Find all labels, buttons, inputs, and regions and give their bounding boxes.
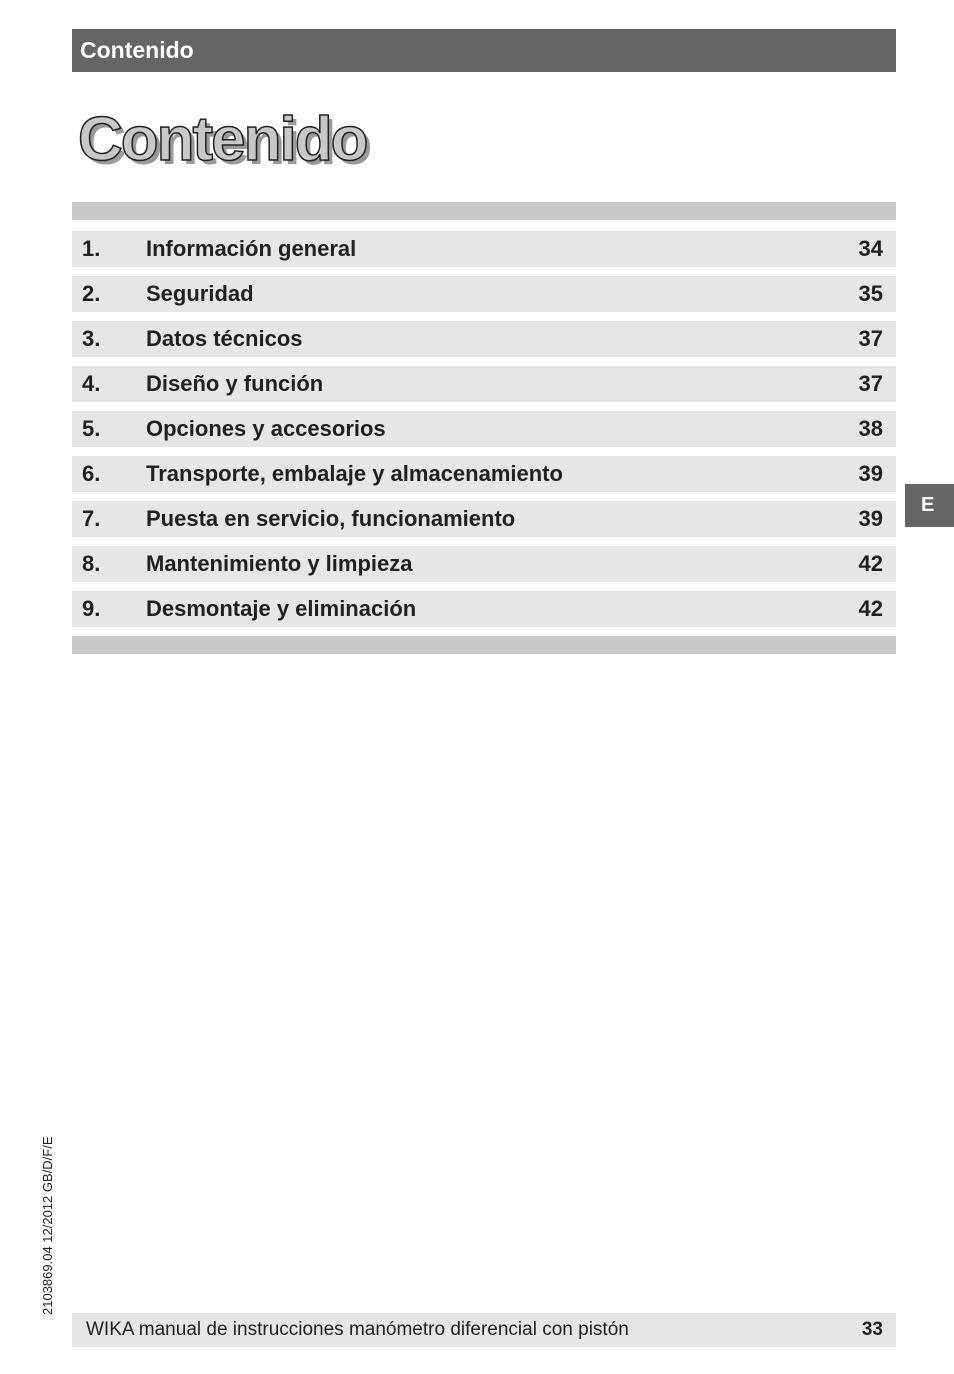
- toc-title: Mantenimiento y limpieza: [146, 551, 413, 576]
- toc-number: 2.: [82, 281, 101, 306]
- document-code: 2103869.04 12/2012 GB/D/F/E: [40, 1136, 55, 1315]
- toc-entry-3[interactable]: [72, 321, 896, 357]
- toc-title: Diseño y función: [146, 371, 324, 396]
- toc-entry-8[interactable]: [72, 546, 896, 582]
- toc-number: 8.: [82, 551, 101, 576]
- toc-entry-9[interactable]: [72, 591, 896, 627]
- toc-entry-1[interactable]: [72, 231, 896, 267]
- toc-page: 37: [858, 371, 883, 396]
- toc-entry-2[interactable]: [72, 276, 896, 312]
- toc-number: 4.: [82, 371, 101, 396]
- toc-title: Transporte, embalaje y almacenamiento: [146, 461, 563, 486]
- toc-number: 3.: [82, 326, 101, 351]
- toc-entry-6[interactable]: [72, 456, 896, 492]
- table-of-contents: [72, 231, 896, 636]
- toc-number: 9.: [82, 596, 101, 621]
- toc-entry-7[interactable]: [72, 501, 896, 537]
- toc-page: 39: [858, 506, 883, 531]
- toc-number: 5.: [82, 416, 101, 441]
- toc-title: Información general: [146, 236, 357, 261]
- toc-title: Seguridad: [146, 281, 254, 306]
- toc-title: Puesta en servicio, funcionamiento: [146, 506, 516, 531]
- page-title: Contenido: [78, 105, 367, 174]
- page-number: 33: [861, 1319, 883, 1340]
- footer: [72, 1313, 896, 1347]
- toc-title: Opciones y accesorios: [146, 416, 386, 441]
- toc-page: 38: [858, 416, 883, 441]
- toc-page: 35: [858, 281, 883, 306]
- header-label: Contenido: [80, 37, 194, 63]
- toc-page: 39: [858, 461, 883, 486]
- toc-top-divider: [72, 202, 896, 220]
- toc-page: 42: [858, 596, 883, 621]
- toc-entry-5[interactable]: [72, 411, 896, 447]
- toc-entry-4[interactable]: [72, 366, 896, 402]
- toc-page: 34: [858, 236, 883, 261]
- toc-bottom-divider: [72, 636, 896, 654]
- toc-number: 7.: [82, 506, 101, 531]
- header-bar: [72, 29, 896, 72]
- toc-page: 42: [858, 551, 883, 576]
- language-tab: E: [905, 484, 954, 527]
- toc-page: 37: [858, 326, 883, 351]
- toc-title: Datos técnicos: [146, 326, 303, 351]
- toc-number: 1.: [82, 236, 101, 261]
- toc-title: Desmontaje y eliminación: [146, 596, 417, 621]
- toc-number: 6.: [82, 461, 101, 486]
- footer-text: WIKA manual de instrucciones manómetro diferencial con pistón: [86, 1319, 629, 1340]
